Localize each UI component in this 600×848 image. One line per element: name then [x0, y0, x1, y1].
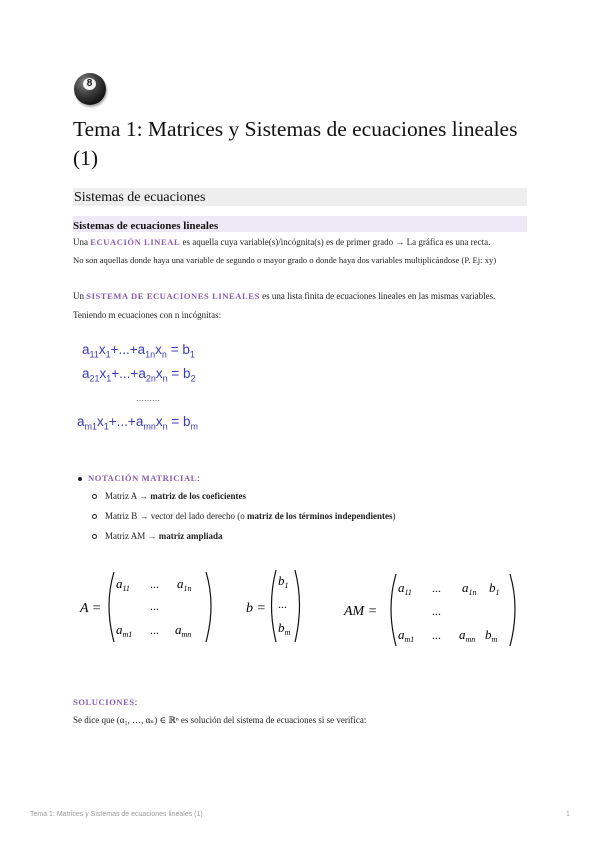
eight-ball-icon: [74, 73, 106, 105]
footer-title: Tema 1: Matrices y Sistemas de ecuaciones lineales (1): [30, 811, 203, 818]
circle-bullet-icon: [92, 514, 97, 519]
section-heading-text: Sistemas de ecuaciones: [74, 190, 206, 205]
notation-item-1: Matriz A → matriz de los coeficientes: [92, 490, 246, 502]
vector-b-bm: $b_m$: [278, 620, 291, 637]
notation-item-3: Matriz AM → matriz ampliada: [92, 530, 223, 542]
matrix-am-dots-1: ...: [432, 581, 441, 595]
keyword-soluciones: SOLUCIONES: [73, 697, 135, 707]
matrix-am-am1: $a_{m1}$: [398, 627, 415, 644]
matrix-a-dots-3: ...: [150, 623, 159, 637]
text-suffix: es aquella cuya variable(s)/incógnita(s) es de primer grado → La gráfica es una recta.: [180, 237, 491, 247]
paragraph-system: [73, 290, 495, 302]
matrix-am-right-paren: [510, 574, 515, 646]
matrix-am-left-paren: [391, 574, 396, 646]
matrix-a-left-paren: [109, 572, 114, 642]
vector-b-label: b =: [246, 601, 266, 616]
matrix-a-a1n: $a_{1n}$: [177, 576, 192, 593]
keyword-notacion: NOTACIÓN MATRICIAL: [88, 473, 197, 483]
paragraph-not-linear: No son aquellas donde haya una variable de segundo o mayor grado o donde haya dos variables multiplicándose (P. Ej: xy): [73, 255, 497, 265]
vector-b-left-paren: [272, 570, 277, 642]
matrix-am-label: AM =: [344, 604, 378, 619]
vector-b-right-paren: [295, 570, 300, 642]
matrix-a-amn: $a_{mn}$: [175, 622, 192, 639]
paragraph-linear-equation: [73, 236, 490, 248]
equation-row-m: $a_{m1}x_1+...+a_{mn}x_n = b_m$: [77, 414, 199, 432]
equation-dots: ………: [136, 394, 160, 403]
text-prefix: Un: [73, 291, 87, 301]
matrix-am-dots-2: ...: [432, 604, 441, 618]
matrix-a-label: A =: [80, 601, 102, 616]
solutions-text: Se dice que (α₁, …, αₙ) ∈ ℝⁿ es solución del sistema de ecuaciones si se verifica:: [73, 715, 367, 725]
subsection-heading-text: Sistemas de ecuaciones lineales: [73, 220, 219, 232]
matrix-am-a11: $a_{11}$: [398, 580, 412, 597]
equation-row-2: $a_{21}x_1+...+a_{2n}x_n = b_2$: [82, 366, 196, 384]
matrix-am-amn: $a_{mn}$: [459, 627, 476, 644]
subsection-heading: [73, 216, 527, 232]
matrix-a-am1: $a_{m1}$: [116, 622, 133, 639]
ball-number: 8: [83, 78, 96, 90]
keyword-sistema: SISTEMA DE ECUACIONES LINEALES: [86, 291, 260, 301]
solutions-heading: SOLUCIONES:: [73, 697, 138, 707]
matrix-a-dots-1: ...: [150, 577, 159, 591]
circle-bullet-icon: [92, 494, 97, 499]
circle-bullet-icon: [92, 534, 97, 539]
equation-row-1: $a_{11}x_1+...+a_{1n}x_n = b_1$: [82, 342, 195, 360]
matrix-am-dots-3: ...: [432, 628, 441, 642]
text-prefix: Una: [73, 237, 91, 247]
vector-b-dots: ...: [278, 597, 287, 611]
notation-heading: NOTACIÓN MATRICIAL:: [78, 472, 199, 484]
bullet-icon: [78, 477, 82, 481]
vector-b-b1: $b_1$: [278, 573, 289, 590]
matrix-am-a1n: $a_{1n}$: [462, 580, 477, 597]
footer-page-number: 1: [566, 811, 570, 818]
matrix-am-bm: $b_m$: [485, 627, 498, 644]
notation-item-2: Matriz B → vector del lado derecho (o matriz de los términos independientes): [92, 510, 395, 522]
page-title: Tema 1: Matrices y Sistemas de ecuaciones lineales (1): [73, 117, 518, 170]
section-heading: [73, 188, 527, 206]
keyword-ecuacion-lineal: ECUACIÓN LINEAL: [90, 237, 181, 247]
paragraph-m-equations: Teniendo m ecuaciones con n incógnitas:: [73, 310, 222, 320]
matrix-am-b1: $b_1$: [489, 580, 500, 597]
matrix-a-dots-2: ...: [150, 599, 159, 613]
matrix-a-right-paren: [206, 572, 211, 642]
matrix-equations: [70, 560, 540, 660]
matrix-a-a11: $a_{11}$: [116, 576, 130, 593]
text-suffix: es una lista finita de ecuaciones lineales en las mismas variables.: [259, 291, 496, 301]
